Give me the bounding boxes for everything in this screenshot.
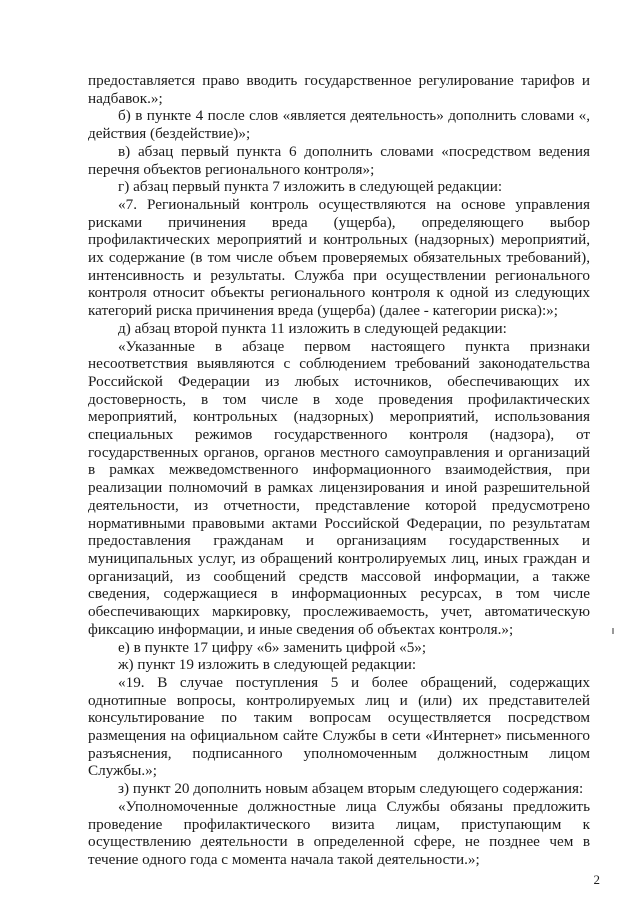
paragraph-clause-11: «Указанные в абзаце первом настоящего пункта признаки несоответствия выявляются с соблюдением требований законодательства Российской Федерации из любых источников, обеспечивающих их достоверность, в том числе в ходе проведения профилактических мероприятий, контрольных (надзорных) мероприятий, использования специальных режимов государственного контроля (надзора), от государственных органов, органов местного самоуправления и организаций в рамках межведомственного информационного взаимодействия, при реализации полномочий в рамках лицензирования и иной разрешительной деятельности, из отчетности, представление которой предусмотрено нормативными правовыми актами Российской Федерации, по результатам предоставления гражданам и организациям государственных и муниципальных услуг, из обращений контролируемых лиц, иных граждан и организаций, из сообщений средств массовой информации, а также сведения, содержащиеся в информационных ресурсах, в том числе обеспечивающих маркировку, прослеживаемость, учет, автоматическую фиксацию информации, и иные сведения об объектах контроля.»; — [88, 337, 590, 638]
paragraph-clause-20: «Уполномоченные должностные лица Службы обязаны предложить проведение профилактического визита лицам, приступающим к осуществлению деятельности в определенной сфере, не позднее чем в течение одного года с момента начала такой деятельности.»; — [88, 797, 590, 868]
paragraph-item-z: з) пункт 20 дополнить новым абзацем вторым следующего содержания: — [118, 780, 584, 798]
paragraph-item-d: д) абзац второй пункта 11 изложить в следующей редакции: — [118, 319, 507, 337]
paragraph-clause-7: «7. Региональный контроль осуществляются на основе управления рисками причинения вреда (ущерба), определяющего выбор профилактических мероприятий и контрольных (надзорных) мероприятий, их содержание (в том числе объем проверяемых обязательных требований), интенсивность и результаты. Служба при осуществлении регионального контроля относит объекты регионального контроля к одной из следующих категорий риска причинения вреда (ущерба) (далее - категории риска):»; — [88, 195, 590, 320]
paragraph-clause-19: «19. В случае поступления 5 и более обращений, содержащих однотипные вопросы, контролируемых лиц и (или) их представителей консультирование по таким вопросам осуществляется посредством размещения на официальном сайте Службы в сети «Интернет» письменного разъяснения, подписанного уполномоченным должностным лицом Службы.»; — [88, 673, 590, 780]
page-number: 2 — [593, 872, 600, 887]
document-body — [88, 72, 590, 869]
paragraph-continuation: предоставляется право вводить государственное регулирование тарифов и надбавок.»; — [88, 72, 590, 107]
scan-artifact — [612, 628, 614, 634]
paragraph-item-v: в) абзац первый пункта 6 дополнить словами «посредством ведения перечня объектов регионального контроля»; — [88, 142, 590, 178]
paragraph-item-zh: ж) пункт 19 изложить в следующей редакции: — [118, 656, 417, 674]
paragraph-item-g: г) абзац первый пункта 7 изложить в следующей редакции: — [118, 178, 503, 196]
paragraph-item-b: б) в пункте 4 после слов «является деятельность» дополнить словами «, действия (бездействие)»; — [88, 107, 590, 143]
paragraph-item-e: е) в пункте 17 цифру «6» заменить цифрой «5»; — [118, 638, 427, 656]
